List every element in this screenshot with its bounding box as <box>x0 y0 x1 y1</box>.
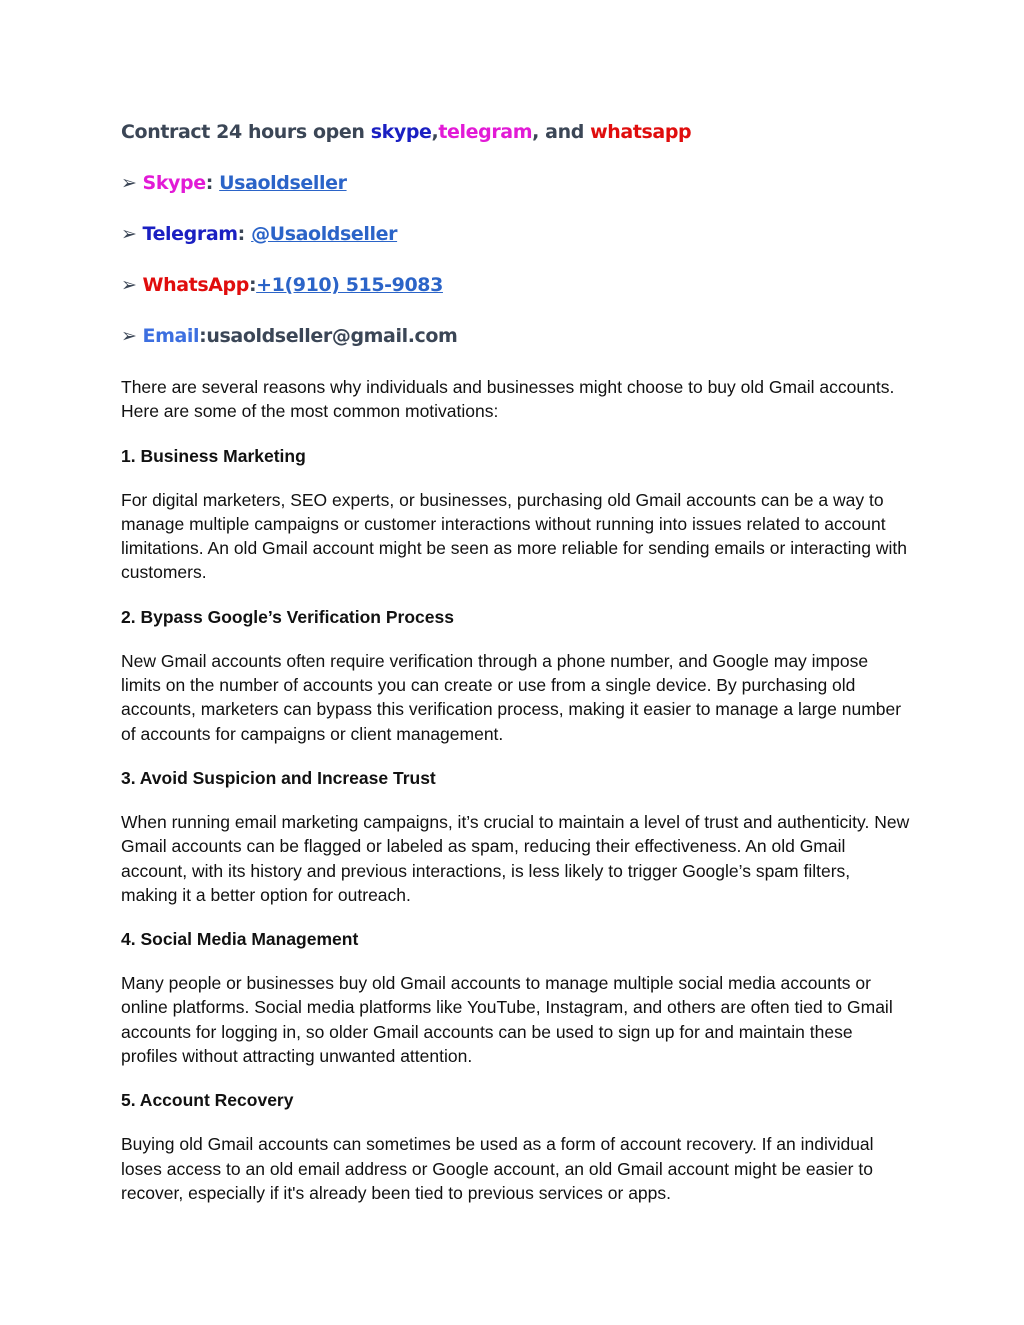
whatsapp-label: WhatsApp <box>142 274 249 296</box>
contact-intro-telegram: telegram <box>438 121 533 143</box>
document-page <box>121 112 911 1225</box>
skype-link[interactable]: Usaoldseller <box>219 172 347 194</box>
email-label: Email <box>142 325 200 347</box>
intro-paragraph: There are several reasons why individuals and businesses might choose to buy old Gmail accounts. Here are some of the most common motivations: <box>121 377 895 422</box>
contact-intro-prefix: Contract 24 hours open <box>121 121 371 143</box>
section-body: Buying old Gmail accounts can sometimes be used as a form of account recovery. If an individual loses access to an old email address or Google account, an old Gmail account might be easier to recover, especially if it's already been tied to previous services or apps. <box>121 1134 874 1203</box>
email-contact-line <box>121 316 911 367</box>
whatsapp-contact-line <box>121 265 911 316</box>
telegram-link[interactable]: @Usaoldseller <box>251 223 398 245</box>
email-address: usaoldseller@gmail.com <box>206 325 458 347</box>
arrow-bullet-icon: ➢ <box>121 274 137 296</box>
telegram-label: Telegram <box>142 223 238 245</box>
email-separator: : <box>199 325 207 347</box>
skype-contact-line <box>121 163 911 214</box>
skype-separator: : <box>205 172 220 194</box>
section-body: New Gmail accounts often require verification through a phone number, and Google may impose limits on the number of accounts you can create or use from a single device. By purchasing old accounts, marketers can bypass this verification process, making it easier to manage a large number of accounts for campaigns or client management. <box>121 650 902 744</box>
contact-intro-whatsapp: whatsapp <box>590 121 692 143</box>
section-heading: 2. Bypass Google’s Verification Process <box>121 606 454 627</box>
section-heading: 1. Business Marketing <box>121 445 306 466</box>
contact-intro-line <box>121 112 911 163</box>
whatsapp-link[interactable]: +1(910) 515-9083 <box>256 274 443 296</box>
contact-intro-skype: skype <box>370 121 432 143</box>
section-heading: 3. Avoid Suspicion and Increase Trust <box>121 767 436 788</box>
arrow-bullet-icon: ➢ <box>121 325 137 347</box>
contact-intro-and: , and <box>532 121 591 143</box>
section-body: When running email marketing campaigns, it’s crucial to maintain a level of trust and authenticity. New Gmail accounts can be flagged or labeled as spam, reducing their effectiveness. An old Gmail account, with its history and previous interactions, is less likely to trigger Google’s spam filters, making it a better option for outreach. <box>121 811 910 905</box>
whatsapp-separator: : <box>248 274 257 296</box>
telegram-contact-line <box>121 214 911 265</box>
contact-intro-comma: , <box>431 121 439 143</box>
arrow-bullet-icon: ➢ <box>121 172 137 194</box>
telegram-separator: : <box>237 223 252 245</box>
section-body: For digital marketers, SEO experts, or businesses, purchasing old Gmail accounts can be a way to manage multiple campaigns or customer interactions without running into issues related to account limitations. An old Gmail account might be seen as more reliable for sending emails or interacting with customers. <box>121 489 907 583</box>
section-body: Many people or businesses buy old Gmail accounts to manage multiple social media accounts or online platforms. Social media platforms like YouTube, Instagram, and others are often tied to Gmail accounts for logging in, so older Gmail accounts can be used to sign up for and maintain these profiles without attracting unwanted attention. <box>121 973 893 1067</box>
section-heading: 5. Account Recovery <box>121 1090 294 1111</box>
section-heading: 4. Social Media Management <box>121 929 359 950</box>
skype-label: Skype <box>142 172 206 194</box>
arrow-bullet-icon: ➢ <box>121 223 137 245</box>
